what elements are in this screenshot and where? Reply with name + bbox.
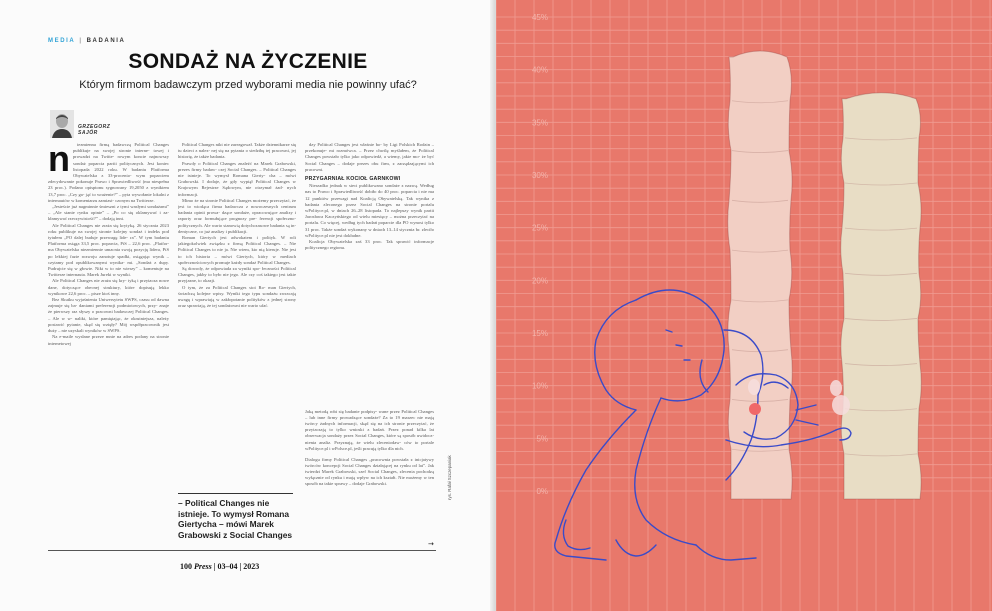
page-footer xyxy=(180,562,259,571)
col2-paragraph: O tym, że za Political Changes stoi Ro- man Giertych, świadczą kolejne wpisy. Wyniki tego typu sondażu zwracają uwagę i wprawiają w zakłopotanie polityków z jednej strony oraz sprawiają, że tej sondażowni nie warto ufać. xyxy=(178,284,296,309)
section-separator: | xyxy=(79,38,83,44)
footer-rule xyxy=(48,550,436,551)
col3-paragraph: Nierzadko jednak w sieci publikowano sondaże z nazwą. Według nas to Prawo i Sprawiedliwość dobiło do 40 proc. poparcia i nie ma 12 punktów przewagi nad Koalicją Obywatelską. Tak wynika z badania zleconego przez Social Changes na stronie portalu wPolityce.pl, w dniach 26–28 listopada. To najlepszy wynik partii Jarosława Kaczyńskiego od wielu miesięcy – można przeczytać na portalu. Co więcej, według tych badań poparcie dla PO wynosi tylko 31 proc. Także sondaż wykonany w dniach 13–14 stycznia br. zleciło wPolityce.pl nie jest dokładne. xyxy=(305,183,434,238)
section-label xyxy=(48,38,126,44)
article-title: SONDAŻ NA ŻYCZENIE xyxy=(128,50,368,73)
col2-paragraph: Roman Giertych jest adwokatem i polityk. W roli jakiegokolwiek związku z firmą Political Changes. – Nie Political Changes to nie ja. Nie wiem, kto nią kieruje. Nie jest to ich historia – mówi Giertych, który w mediach społecznościowych promuje każdy sondaż Political Changes. xyxy=(178,235,296,265)
magazine-name: Press xyxy=(194,562,212,571)
bar-0 xyxy=(728,51,793,499)
section-media: MEDIA xyxy=(48,38,76,44)
page-number: 100 xyxy=(180,562,192,571)
col1-paragraph: „Jesteście już nagminnie śmieszni z tymi wasłymi sondażami” – „Ale stanie rynku opinie” – „Po co się oklamywać i za- kłamywać rzeczywistość?” – dodają inni. xyxy=(48,204,169,222)
y-tick-label: 0% xyxy=(536,487,548,496)
y-tick-label: 10% xyxy=(531,381,548,391)
y-tick-label: 40% xyxy=(531,65,548,75)
col3-heading: PRZYGARNIAŁ KOCIOŁ GARNKOWI xyxy=(305,176,401,183)
bar-1 xyxy=(841,93,922,499)
y-tick-label: 45% xyxy=(531,13,548,22)
col1-paragraph: Bez Skutku wyjaśnienia Uniwersytetu SWPS, czasu od dawna zajmuje się ba- daniami preferencji podmiotowych, przy- znaje że pierwszy raz słyszy o pracowni badawczej Political Changes. – Ale w w- naliki, które pamiętając, że okrutniejsza, należy postawić pytanie, skąd się wzięły? Mój współpracownik jest duży – nie uzyskali wyników w SWPS. xyxy=(48,297,169,334)
y-tick-label: 25% xyxy=(531,223,548,233)
y-tick-label: 15% xyxy=(531,329,548,338)
y-tick-label: 30% xyxy=(531,171,548,180)
section-badania: BADANIA xyxy=(86,38,126,44)
body-column-1 xyxy=(48,142,169,550)
pull-quote: – Political Changes nie istnieje. To wymysł Romana Giertycha – mówi Marek Grabowski z Social Changes xyxy=(178,493,293,540)
issue-number: 03–04 | 2023 xyxy=(217,562,260,571)
body-column-3-continued xyxy=(305,404,434,552)
col1-paragraph: Ale Political Changes nie zraża się kry- tyką i przytacza nowe dane, dotyczące obecnej struktury, które dopisują lekko wynikowe 22,6 proc. – pisze ktoś inny. xyxy=(48,278,169,296)
author-photo xyxy=(50,110,74,138)
issue-separator: | xyxy=(213,562,216,571)
body-column-2 xyxy=(178,142,296,478)
col3-paragraph: dzy Political Changes jest właśnie bo- by Ligi Polskich Rodzin – przekonuje- mi rozmówca. – Przez chwilę myślałem, że Political Changes powstało tylko jako odpowiedź, a wiemy, jakie mo- że być Social Changes – dodaje prezes obu firm, z zarządzającymi ich pracowni. xyxy=(305,142,434,172)
y-tick-label: 5% xyxy=(536,434,548,444)
col2-paragraph: Prawdy o Political Changes znaleźć na Marek Grabowski, prezes firmy badaw- czej Social Changes. – Political Changes nie istnieje. To wymysł Romana Gierty- cha – mówi Grabowski. I dodaje, że gdy wypiął Political Changes w Krajowym Rejestrze Sądowym, nie otrzymał żad- nych informacji. xyxy=(178,160,296,197)
author-last-name: SAJÓR xyxy=(78,130,98,136)
col3-paragraph: Koalicja Obywatelska zaś 33 proc. Tak sprawić informacje politycznego regionu. xyxy=(305,239,434,251)
col2-paragraph: Mimo że na stronie Political Changes możemy przeczytać, że jest to wiodąca firma badawcza z nowoczesnych centrum badania opinii prowa- dzące sondaże, opracowujące analizy i raporty oraz formułujące prognozy pre- ferencji społeczno-politycznych. Ale warto stanowią dotychczasowe badania są in- dentyczne, co już analizy i publikacji. xyxy=(178,197,296,234)
body-column-3 xyxy=(305,142,434,400)
bars xyxy=(728,51,922,499)
col2-paragraph: Są dowody, że odpowiada za wyniki spo- łeczności Political Changes, jakby to było nie jego. Ale czy coś takiego jest takie przyjazne, to okazji. xyxy=(178,266,296,284)
col2-paragraph: Political Changes nikt nie zareagował. Także dziennikarze się tu dzieci z nalez- nej się na pytania o siedzibę tej pracowni, jej historię, że także badania. xyxy=(178,142,296,160)
author-byline xyxy=(78,124,110,136)
col1-paragraph: Ale Political Changes nie zraża się krytyką. 26 stycznia 2023 roku publikuje na swojej stronie kolejny sondaż i indeks pod tytułem „PO dalej buduje przewagę lide- ra”. W tym badaniu Platforma osiąga 33,5 proc. poparcia, PiS – 22,6 proc. „Platfor- ma Obywatelska niezmiennie umacnia swoją pozycję lidera, PiS po lekkiej fazie rozwoju zanotuje spadki, osiągając wynik – czytamy pod opublikowanymi wynika- mi. „Sondaż z dupy. Pudrujcie się w głowie. Nikt w to nie wierzy” – komentuje na Twitterze internauta. Marek Jureki w wyniki. xyxy=(48,222,169,278)
right-page-illustration xyxy=(496,0,992,611)
illustration-credit: rys. Rafał Szczepaniak xyxy=(447,455,452,500)
author-first-name: GRZEGORZ xyxy=(78,124,111,130)
y-tick-label: 35% xyxy=(531,118,548,128)
col1-paragraph: iezmienna firmą badawczą Political Changes publikuje na swojej stronie interne- towej i prowadzi na Twitte- rowym koncie najnowszy sondaż poparcia partii politycznych. Jest koniec listopada 2022 roku. W badaniu Platforma Obywatelska z 33-procento- wym poparciem zdecydowanie pokonuje Prawo i Sprawiedliwość (ma niespełna 23 proc.). Podano opisptonu sygnowany 19,2050 z wynikiem 13,7 proc. „Czy ga- jąć to wrażenie?” – pyta wywołanie lokalni z internautów w komentarzu zamiast- czonym na Twitterze. xyxy=(48,142,169,203)
y-tick-label: 20% xyxy=(531,276,548,286)
bar-chart-illustration xyxy=(496,0,992,611)
dropcap: n xyxy=(48,142,70,179)
col3b-paragraph: Jaką metodą robi się badanie podpisy- wane przez Political Changes – lub inne firmy prowadzące sondaże? Za to 19 marzec nie mają twórcy żadnych informacji, skąd się na ich stronie przeczytać, że przytaczają to tylko wnioski z badań. Przez ponad kilka lat obserwacja sondaży przez Social Changes, które są sposób uwidocz- nienia analiz. Przyznają, że wielu zleceniodaw- ców to portale wPolityce.pl i wPolsce.pl, jeśli pracują tylko dla nich. xyxy=(305,408,434,451)
continue-arrow-icon: → xyxy=(428,540,434,548)
col3b-paragraph: Dialogu firmy Political Changes „pracownia powstała z inicjatywy twórców koncepcji Social Changes działającej na rynku od lat”. Jak twierdzi Marek Grabowski, szef Social Changes, zlecenia pochodzą wyłącznie od rynku i mają wpływ na ich kształt. Nie możemy w ten sposób na takie sprawy – dodaje Grabowski. xyxy=(305,456,434,487)
article-subtitle: Którym firmom badawczym przed wyborami media nie powinny ufać? xyxy=(79,79,417,91)
col1-paragraph: Na e-maile wysłane przeze mnie na adres podany na stronie internetowej xyxy=(48,334,169,346)
